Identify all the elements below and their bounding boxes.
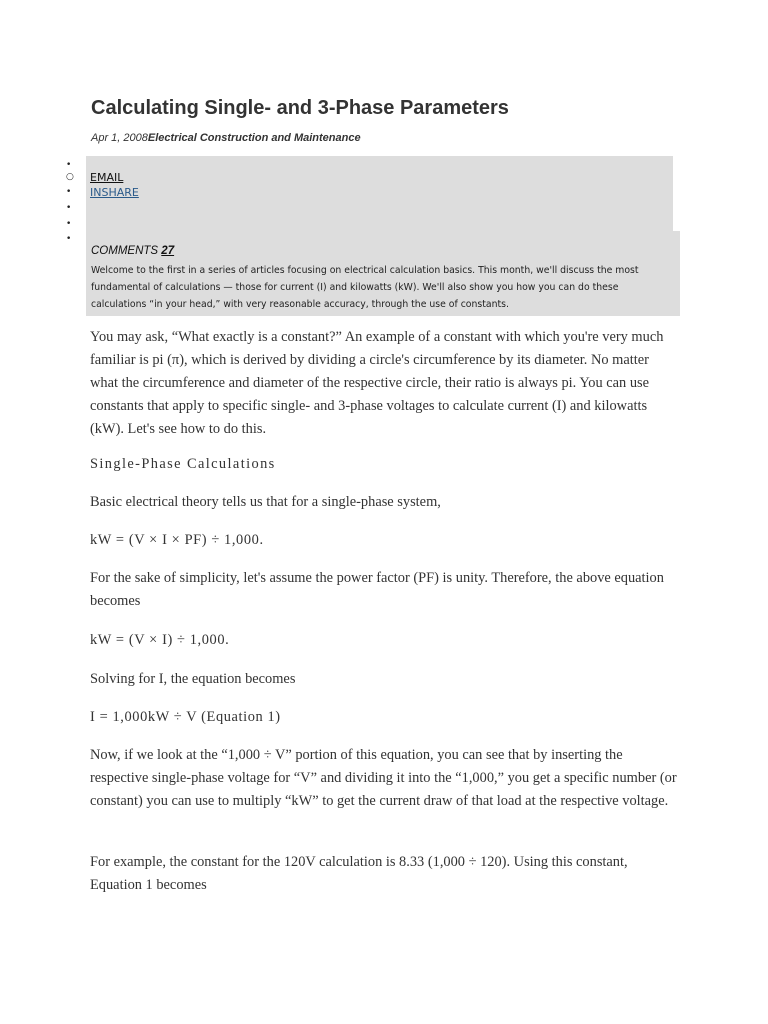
- article-meta: [91, 132, 361, 144]
- list-bullet: •: [66, 160, 72, 170]
- comments-header[interactable]: [91, 245, 174, 257]
- list-bullet: ○: [66, 172, 74, 182]
- inshare-link[interactable]: INSHARE: [90, 186, 139, 199]
- comments-label[interactable]: COMMENTS: [91, 245, 159, 257]
- paragraph-constant-intro: You may ask, “What exactly is a constant?” An example of a constant with which you're very much familiar is pi (π), which is derived by dividing a circle's circumference by its diameter. No matter what the circumference and diameter of the respective circle, their ratio is always pi. You can use constants that apply to specific single- and 3-phase voltages to calculate current (I) and kilowatts (kW). Let's see how to do this.: [90, 329, 664, 437]
- list-bullet: •: [66, 219, 72, 229]
- list-bullet: •: [66, 203, 72, 213]
- publish-date: Apr 1, 2008: [91, 132, 148, 144]
- article-title: Calculating Single- and 3-Phase Parameters: [91, 97, 509, 119]
- equation-1: I = 1,000kW ÷ V (Equation 1): [90, 709, 281, 725]
- list-bullet: •: [66, 234, 72, 244]
- section-heading-single-phase: Single-Phase Calculations: [90, 456, 276, 472]
- email-share-link[interactable]: EMAIL: [90, 171, 124, 184]
- paragraph-power-factor: For the sake of simplicity, let's assume the power factor (PF) is unity. Therefore, the above equation becomes: [90, 570, 664, 609]
- paragraph-solving-for-i: Solving for I, the equation becomes: [90, 671, 296, 687]
- list-bullet: •: [66, 187, 72, 197]
- equation-kw: kW = (V × I) ÷ 1,000.: [90, 632, 230, 648]
- comments-count[interactable]: 27: [161, 245, 175, 257]
- paragraph-120v-example: For example, the constant for the 120V calculation is 8.33 (1,000 ÷ 120). Using this constant, Equation 1 becomes: [90, 854, 628, 893]
- paragraph-basic-theory: Basic electrical theory tells us that for a single-phase system,: [90, 494, 441, 510]
- article-intro: Welcome to the first in a series of articles focusing on electrical calculation basics. This month, we'll discuss the most fundamental of calculations — those for current (I) and kilowatts (kW). We'll also show you how you can do these calculations “in your head,” with very reasonable accuracy, through the use of constants.: [91, 265, 639, 310]
- paragraph-constant-explanation: Now, if we look at the “1,000 ÷ V” portion of this equation, you can see that by inserting the respective single-phase voltage for “V” and dividing it into the “1,000,” you get a specific number (or constant) you can use to multiply “kW” to get the current draw of that load at the respective voltage.: [90, 747, 677, 809]
- publication-source: Electrical Construction and Maintenance: [147, 132, 361, 144]
- equation-kw-pf: kW = (V × I × PF) ÷ 1,000.: [90, 532, 264, 548]
- share-toolbar: [86, 156, 673, 231]
